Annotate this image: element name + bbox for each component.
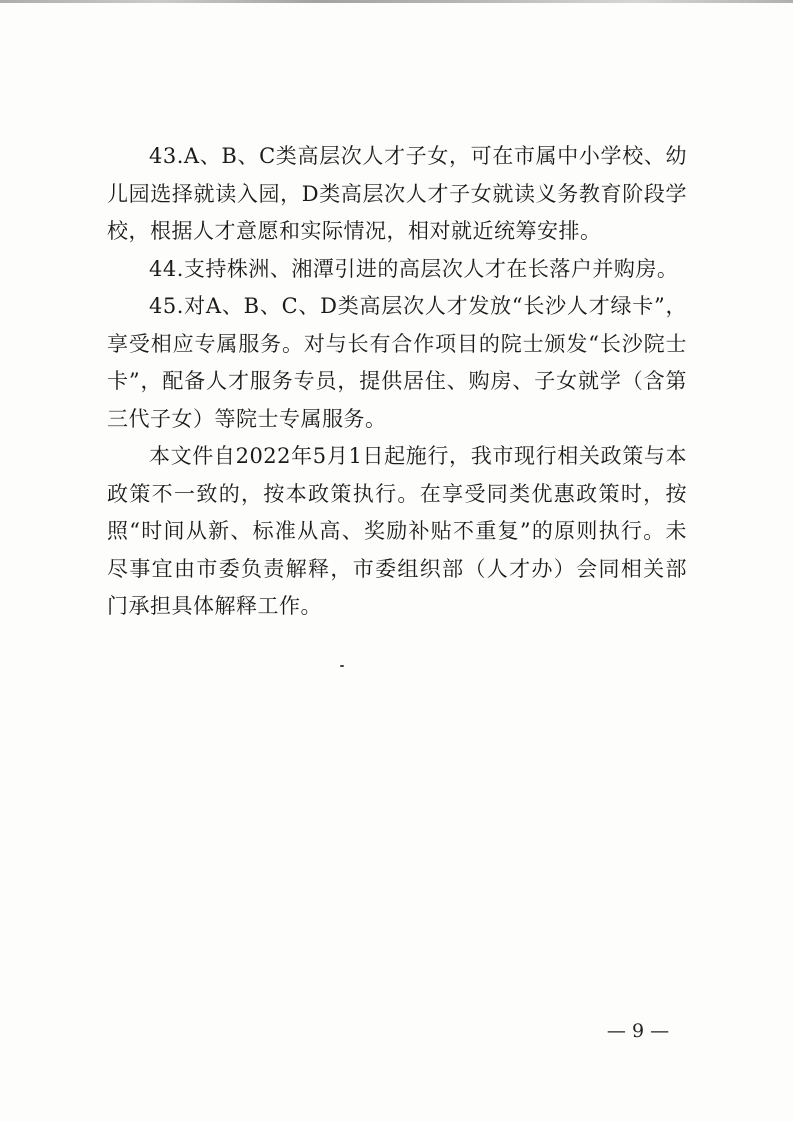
- scan-edge: [0, 0, 793, 3]
- paragraph-45: 45.对A、B、C、D类高层次人才发放“长沙人才绿卡”，享受相应专属服务。对与长有合作项目的院士颁发“长沙院士卡”，配备人才服务专员，提供居住、购房、子女就学（含第三代子女）等院士专属服务。: [107, 294, 687, 431]
- paragraph-effective-date: 本文件自2022年5月1日起施行，我市现行相关政策与本政策不一致的，按本政策执行。在享受同类优惠政策时，按照“时间从新、标准从高、奖励补贴不重复”的原则执行。未尽事宜由市委负责解释，市委组织部（人才办）会同相关部门承担具体解释工作。: [107, 444, 687, 618]
- document-body: [107, 138, 687, 626]
- paragraph-44: 44.支持株洲、湘潭引进的高层次人才在长落户并购房。: [149, 256, 679, 281]
- paragraph-43: 43.A、B、C类高层次人才子女，可在市属中小学校、幼儿园选择就读入园，D类高层次人才子女就读义务教育阶段学校，根据人才意愿和实际情况，相对就近统筹安排。: [107, 144, 687, 243]
- scan-speck: [340, 665, 344, 667]
- page-number: — 9 —: [606, 1020, 670, 1042]
